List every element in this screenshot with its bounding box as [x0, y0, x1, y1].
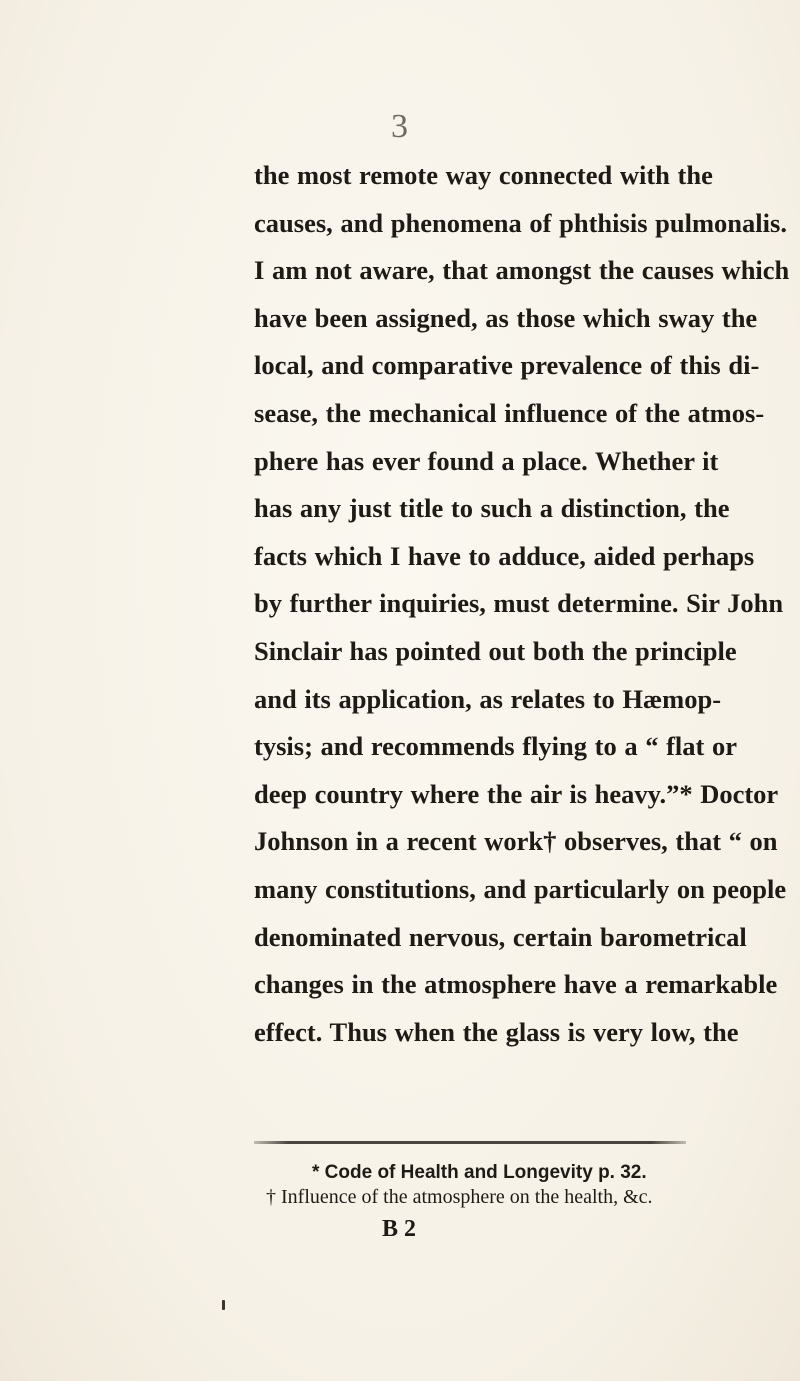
text-line: I am not aware, that amongst the causes which	[254, 255, 790, 286]
footnote-rule	[254, 1141, 686, 1144]
signature-mark: B 2	[382, 1216, 417, 1242]
text-line: the most remote way connected with the	[254, 160, 713, 190]
text-line: has any just title to such a distinction, the	[254, 493, 730, 524]
text-line: Sinclair has pointed out both the principle	[254, 635, 737, 666]
text-line: facts which I have to adduce, aided perhaps	[254, 540, 755, 571]
footnotes	[254, 1160, 686, 1210]
text-line: sease, the mechanical influence of the atmos-	[254, 397, 765, 428]
ink-speck	[222, 1300, 225, 1310]
text-line: by further inquiries, must determine. Sir John	[254, 588, 784, 619]
body-text	[254, 152, 790, 1056]
text-line: tysis; and recommends flying to a “ flat or	[254, 731, 738, 762]
text-line: effect. Thus when the glass is very low, the	[254, 1016, 739, 1047]
page-number: 3	[391, 108, 409, 145]
text-line: have been assigned, as those which sway the	[254, 302, 758, 333]
footnote-1: * Code of Health and Longevity p. 32.	[312, 1162, 647, 1183]
text-line: many constitutions, and particularly on people	[254, 873, 787, 904]
text-line: Johnson in a recent work† observes, that “ on	[254, 826, 778, 857]
text-line: and its application, as relates to Hæmop-	[254, 683, 722, 714]
text-line: causes, and phenomena of phthisis pulmonalis.	[254, 207, 787, 238]
footnote-2: † Influence of the atmosphere on the health, &c.	[266, 1186, 653, 1208]
text-line: changes in the atmosphere have a remarkable	[254, 969, 778, 1000]
text-line: local, and comparative prevalence of this di-	[254, 350, 760, 381]
text-line: phere has ever found a place. Whether it	[254, 445, 719, 476]
text-line: deep country where the air is heavy.”* Doctor	[254, 778, 779, 809]
text-line: denominated nervous, certain barometrical	[254, 921, 747, 952]
